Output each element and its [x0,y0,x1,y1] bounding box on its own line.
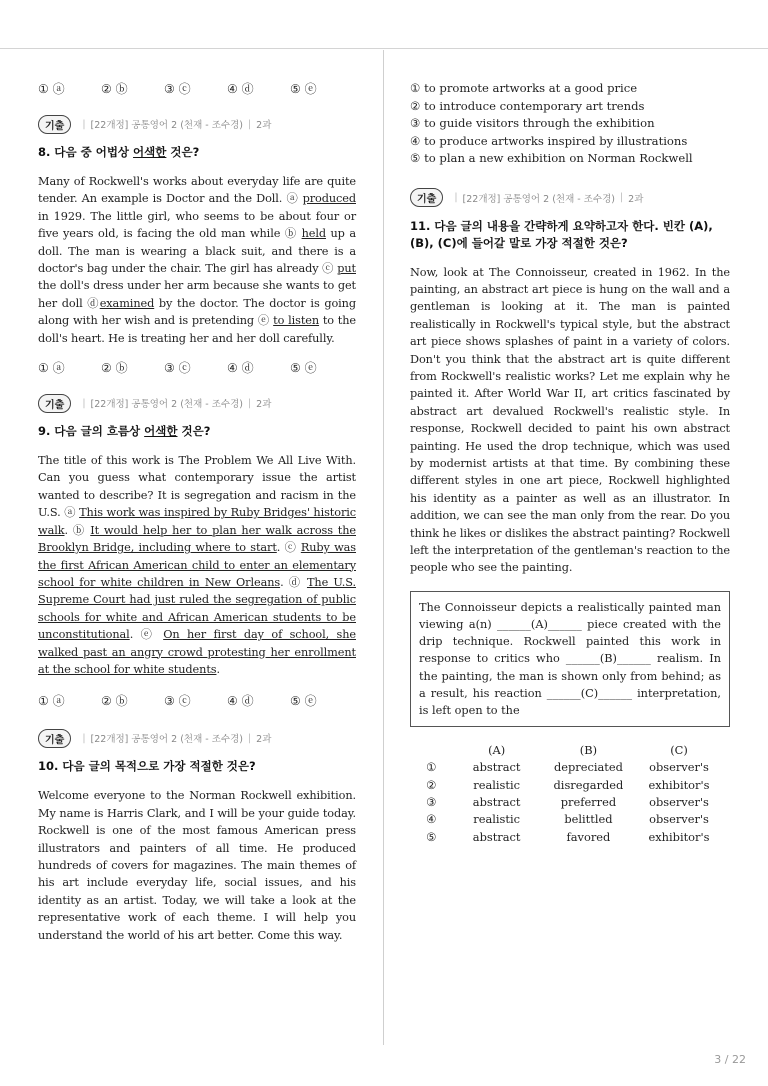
q10-option-1[interactable]: ① to promote artworks at a good price [410,81,638,95]
page-number: 3 / 22 [714,1053,746,1066]
past-exam-badge: 기출 [410,188,443,207]
lesson-label: 2과 [628,193,644,205]
option-3[interactable]: ③ ⓒ [164,693,191,708]
q9-title: 9. 다음 글의 흐름상 어색한 것은? [38,424,211,439]
option-1[interactable]: ① ⓐ [38,360,65,375]
q10-options [410,80,730,168]
option-5[interactable]: ⑤ ⓔ [290,81,317,96]
past-exam-badge: 기출 [38,394,71,413]
q9-options [38,690,356,710]
option-2[interactable]: ② ⓑ [101,360,128,375]
source-meta: [22개정] 공통영어 2 (천재 - 조수경) [90,734,243,746]
past-exam-badge: 기출 [38,729,71,748]
answer-row[interactable]: ③ abstract preferred observer's [426,795,709,810]
right-column [410,80,730,846]
q11-summary-box: The Connoisseur depicts a realistically painted man viewing a(n) ______(A)______ piece created with the drip technique. Rockwell painted this work in response to critics who ______(B)______ realism. In the painting, the man is shown only from behind; as a result, his reaction ______(C)______ interpretation, is left open to the [410,591,730,727]
q10-option-3[interactable]: ③ to guide visitors through the exhibition [410,116,655,130]
q8-options [38,357,356,377]
option-1[interactable]: ① ⓐ [38,81,65,96]
option-4[interactable]: ④ ⓓ [227,360,254,375]
left-column [38,78,356,944]
q7-options [38,78,356,98]
q10-source-tag: 기출 | [22개정] 공통영어 2 (천재 - 조수경) | 2과 [38,728,356,748]
option-2[interactable]: ② ⓑ [101,81,128,96]
option-4[interactable]: ④ ⓓ [227,693,254,708]
q11-passage: Now, look at The Connoisseur, created in 1962. In the painting, an abstract art piece is hung on the wall and a gentleman is looking at it. The man is painted realistically in Rockwell's typical style, but the abstract art piece shows splashes of paint in a variety of colors. Don't you think that the abstract art is quite different from Rockwell's realistic works? Let me explain why he painted it. After World War II, art critics fascinated by abstract art devalued Rockwell's realistic style. In response, Rockwell decided to paint his own abstract painting. He used the drop technique, which was used by modernist artists at that time. By combining these different styles in one art piece, Rockwell highlighted his identity as a painter as well as an illustrator. In addition, we can see the man only from the rear. Do you think he likes or dislikes the abstract painting? Rockwell left the interpretation of the gentleman's reaction to the people who see the painting. [410,265,730,575]
q10-title: 10. 다음 글의 목적으로 가장 적절한 것은? [38,759,256,774]
q11-answer-table [418,741,730,845]
answer-row[interactable]: ② realistic disregarded exhibitor's [426,777,710,792]
lesson-label: 2과 [256,399,272,411]
q8-title: 8. 다음 중 어법상 어색한 것은? [38,145,200,159]
option-4[interactable]: ④ ⓓ [227,81,254,96]
q8-source-tag: 기출 | [22개정] 공통영어 2 (천재 - 조수경) | 2과 [38,114,356,134]
option-3[interactable]: ③ ⓒ [164,360,191,375]
q10-option-4[interactable]: ④ to produce artworks inspired by illustrations [410,133,688,148]
q10-option-5[interactable]: ⑤ to plan a new exhibition on Norman Rockwell [410,151,693,165]
answer-row[interactable]: ⑤ abstract favored exhibitor's [426,829,710,844]
source-meta: [22개정] 공통영어 2 (천재 - 조수경) [90,120,243,131]
lesson-label: 2과 [256,734,272,746]
header-divider [0,48,768,49]
source-meta: [22개정] 공통영어 2 (천재 - 조수경) [462,193,615,205]
option-1[interactable]: ① ⓐ [38,693,65,708]
q10-passage: Welcome everyone to the Norman Rockwell exhibition. My name is Harris Clark, and I will be your guide today. Rockwell is one of the most famous American press illustrators and painters of all time. He produced hundreds of covers for magazines. The main themes of his art include everyday life, social issues, and his identity as an artist. Today, we will take a look at the representative work of each theme. I will help you understand the world of his art better. Come this way. [38,789,356,942]
answer-row[interactable]: ④ realistic belittled observer's [426,812,709,827]
q11-title: 11. 다음 글의 내용을 간략하게 요약하고자 한다. 빈칸 (A), (B), (C)에 들어갈 말로 가장 적절한 것은? [410,218,713,250]
option-5[interactable]: ⑤ ⓔ [290,693,317,708]
answer-row[interactable]: ① abstract depreciated observer's [426,760,709,775]
option-5[interactable]: ⑤ ⓔ [290,360,317,375]
q9-source-tag: 기출 | [22개정] 공통영어 2 (천재 - 조수경) | 2과 [38,393,356,413]
q8-passage: Many of Rockwell's works about everyday life are quite tender. An example is Doctor and the Doll. ⓐ produced in 1929. The little girl, who seems to be about four or five years old, is facing the old man while ⓑ held up a doll. The man is wearing a black suit, and there is a doctor's bag under the chair. The girl has already ⓒ put the doll's dress under her arm because she wants to get her doll ⓓexamined by the doctor. The doctor is going along with her wish and is pretending ⓔ to listen to the doll's heart. He is treating her and her doll carefully. [38,175,356,345]
option-3[interactable]: ③ ⓒ [164,81,191,96]
source-meta: [22개정] 공통영어 2 (천재 - 조수경) [90,399,243,411]
q10-option-2[interactable]: ② to introduce contemporary art trends [410,98,645,113]
q11-source-tag: 기출 | [22개정] 공통영어 2 (천재 - 조수경) | 2과 [410,188,730,208]
q9-passage: The title of this work is The Problem We All Live With. Can you guess what contemporary issue the artist wanted to describe? It is segregation and racism in the U.S. ⓐ This work was inspired by Ruby Bridges' historic walk. ⓑ It would help her to plan her walk across the Brooklyn Bridge, including where to start. ⓒ Ruby was the first African American child to enter an elementary school for white children in New Orleans. ⓓ The U.S. Supreme Court had just ruled the segregation of public schools for white and African American students to be unconstitutional. ⓔ On her first day of school, she walked past an angry crowd protesting her enrollment at the school for white students. [38,454,357,676]
column-divider [383,50,384,1045]
answer-header-row: (A) (B) (C) [488,742,688,757]
lesson-label: 2과 [256,120,272,131]
option-2[interactable]: ② ⓑ [101,693,128,708]
past-exam-badge: 기출 [38,115,71,134]
